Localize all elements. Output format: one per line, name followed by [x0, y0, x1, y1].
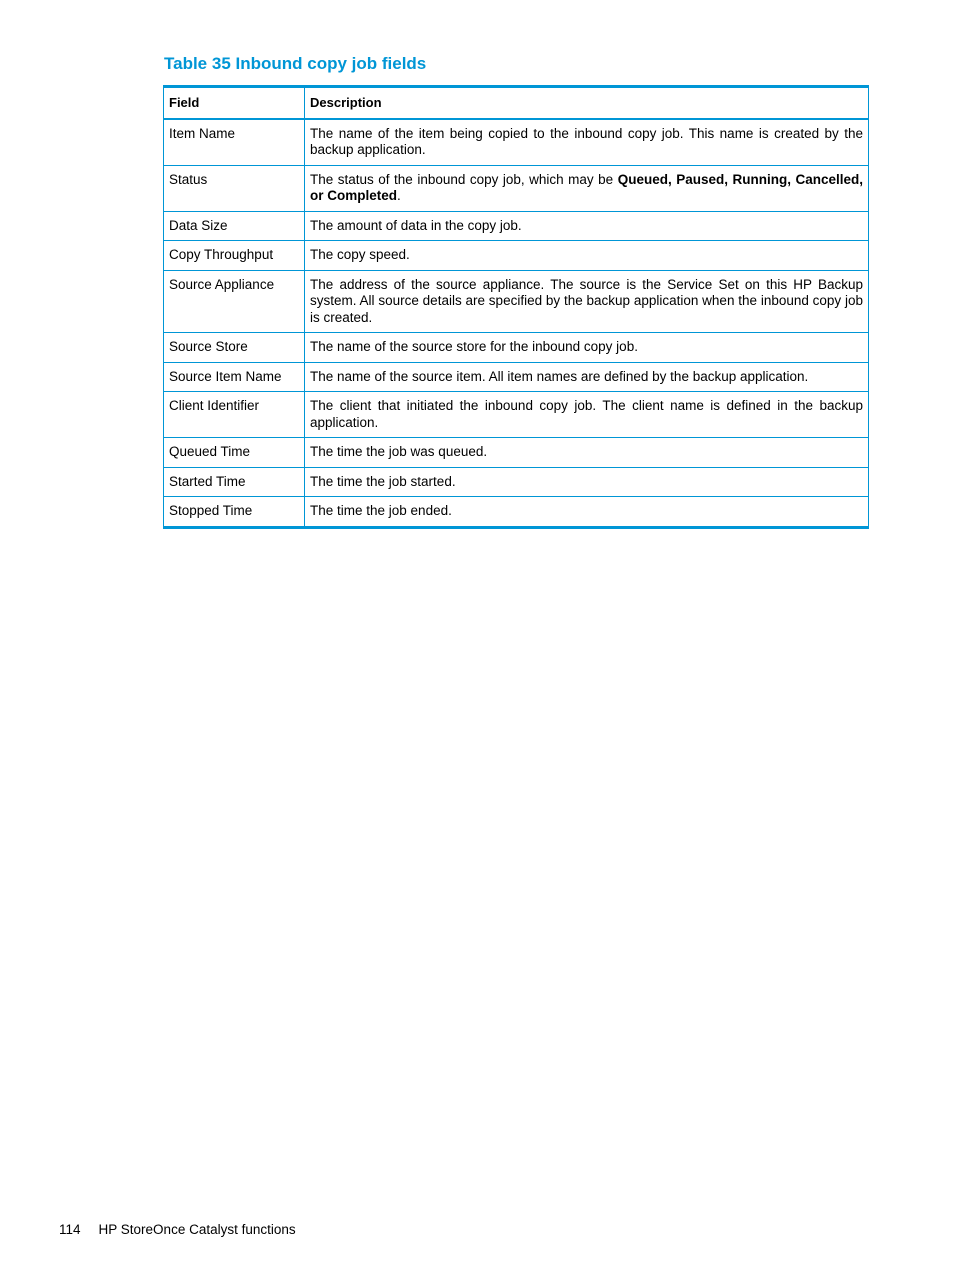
field-cell: Item Name	[164, 119, 305, 166]
column-header-description: Description	[305, 87, 869, 119]
description-cell: The time the job was queued.	[305, 438, 869, 468]
description-cell: The address of the source appliance. The source is the Service Set on this HP Backup system. All source details are specified by the backup application when the inbound copy job is created.	[305, 270, 869, 333]
description-cell: The name of the item being copied to the inbound copy job. This name is created by the backup application.	[305, 119, 869, 166]
field-cell: Source Store	[164, 333, 305, 363]
table-row	[164, 392, 869, 438]
field-cell: Queued Time	[164, 438, 305, 468]
table-row	[164, 438, 869, 468]
inbound-copy-job-fields-table-container	[163, 85, 868, 529]
field-cell: Stopped Time	[164, 497, 305, 528]
table-row	[164, 211, 869, 241]
description-text: .	[397, 188, 401, 203]
table-row	[164, 467, 869, 497]
description-cell: The name of the source item. All item names are defined by the backup application.	[305, 362, 869, 392]
table-row	[164, 362, 869, 392]
page-number: 114	[59, 1222, 81, 1237]
table-caption: Table 35 Inbound copy job fields	[164, 54, 427, 73]
field-cell: Started Time	[164, 467, 305, 497]
description-cell: The time the job ended.	[305, 497, 869, 528]
description-cell: The amount of data in the copy job.	[305, 211, 869, 241]
field-cell: Client Identifier	[164, 392, 305, 438]
field-cell: Copy Throughput	[164, 241, 305, 271]
description-cell: The name of the source store for the inbound copy job.	[305, 333, 869, 363]
column-header-field: Field	[164, 87, 305, 119]
table-header-row	[164, 87, 869, 119]
table-row	[164, 165, 869, 211]
table-row	[164, 333, 869, 363]
field-cell: Status	[164, 165, 305, 211]
description-cell: The client that initiated the inbound copy job. The client name is defined in the backup application.	[305, 392, 869, 438]
table-row	[164, 119, 869, 166]
table-row	[164, 497, 869, 528]
field-cell: Data Size	[164, 211, 305, 241]
status-values: Queued, Paused, Running, Cancelled, or Completed	[310, 171, 863, 203]
description-text: The status of the inbound copy job, which may be	[310, 171, 618, 187]
page-footer	[59, 1222, 296, 1237]
inbound-copy-job-fields-table	[163, 85, 869, 529]
description-cell	[305, 165, 869, 211]
section-title: HP StoreOnce Catalyst functions	[98, 1222, 296, 1237]
field-cell: Source Appliance	[164, 270, 305, 333]
field-cell: Source Item Name	[164, 362, 305, 392]
description-cell: The time the job started.	[305, 467, 869, 497]
table-row	[164, 241, 869, 271]
description-cell: The copy speed.	[305, 241, 869, 271]
table-row	[164, 270, 869, 333]
